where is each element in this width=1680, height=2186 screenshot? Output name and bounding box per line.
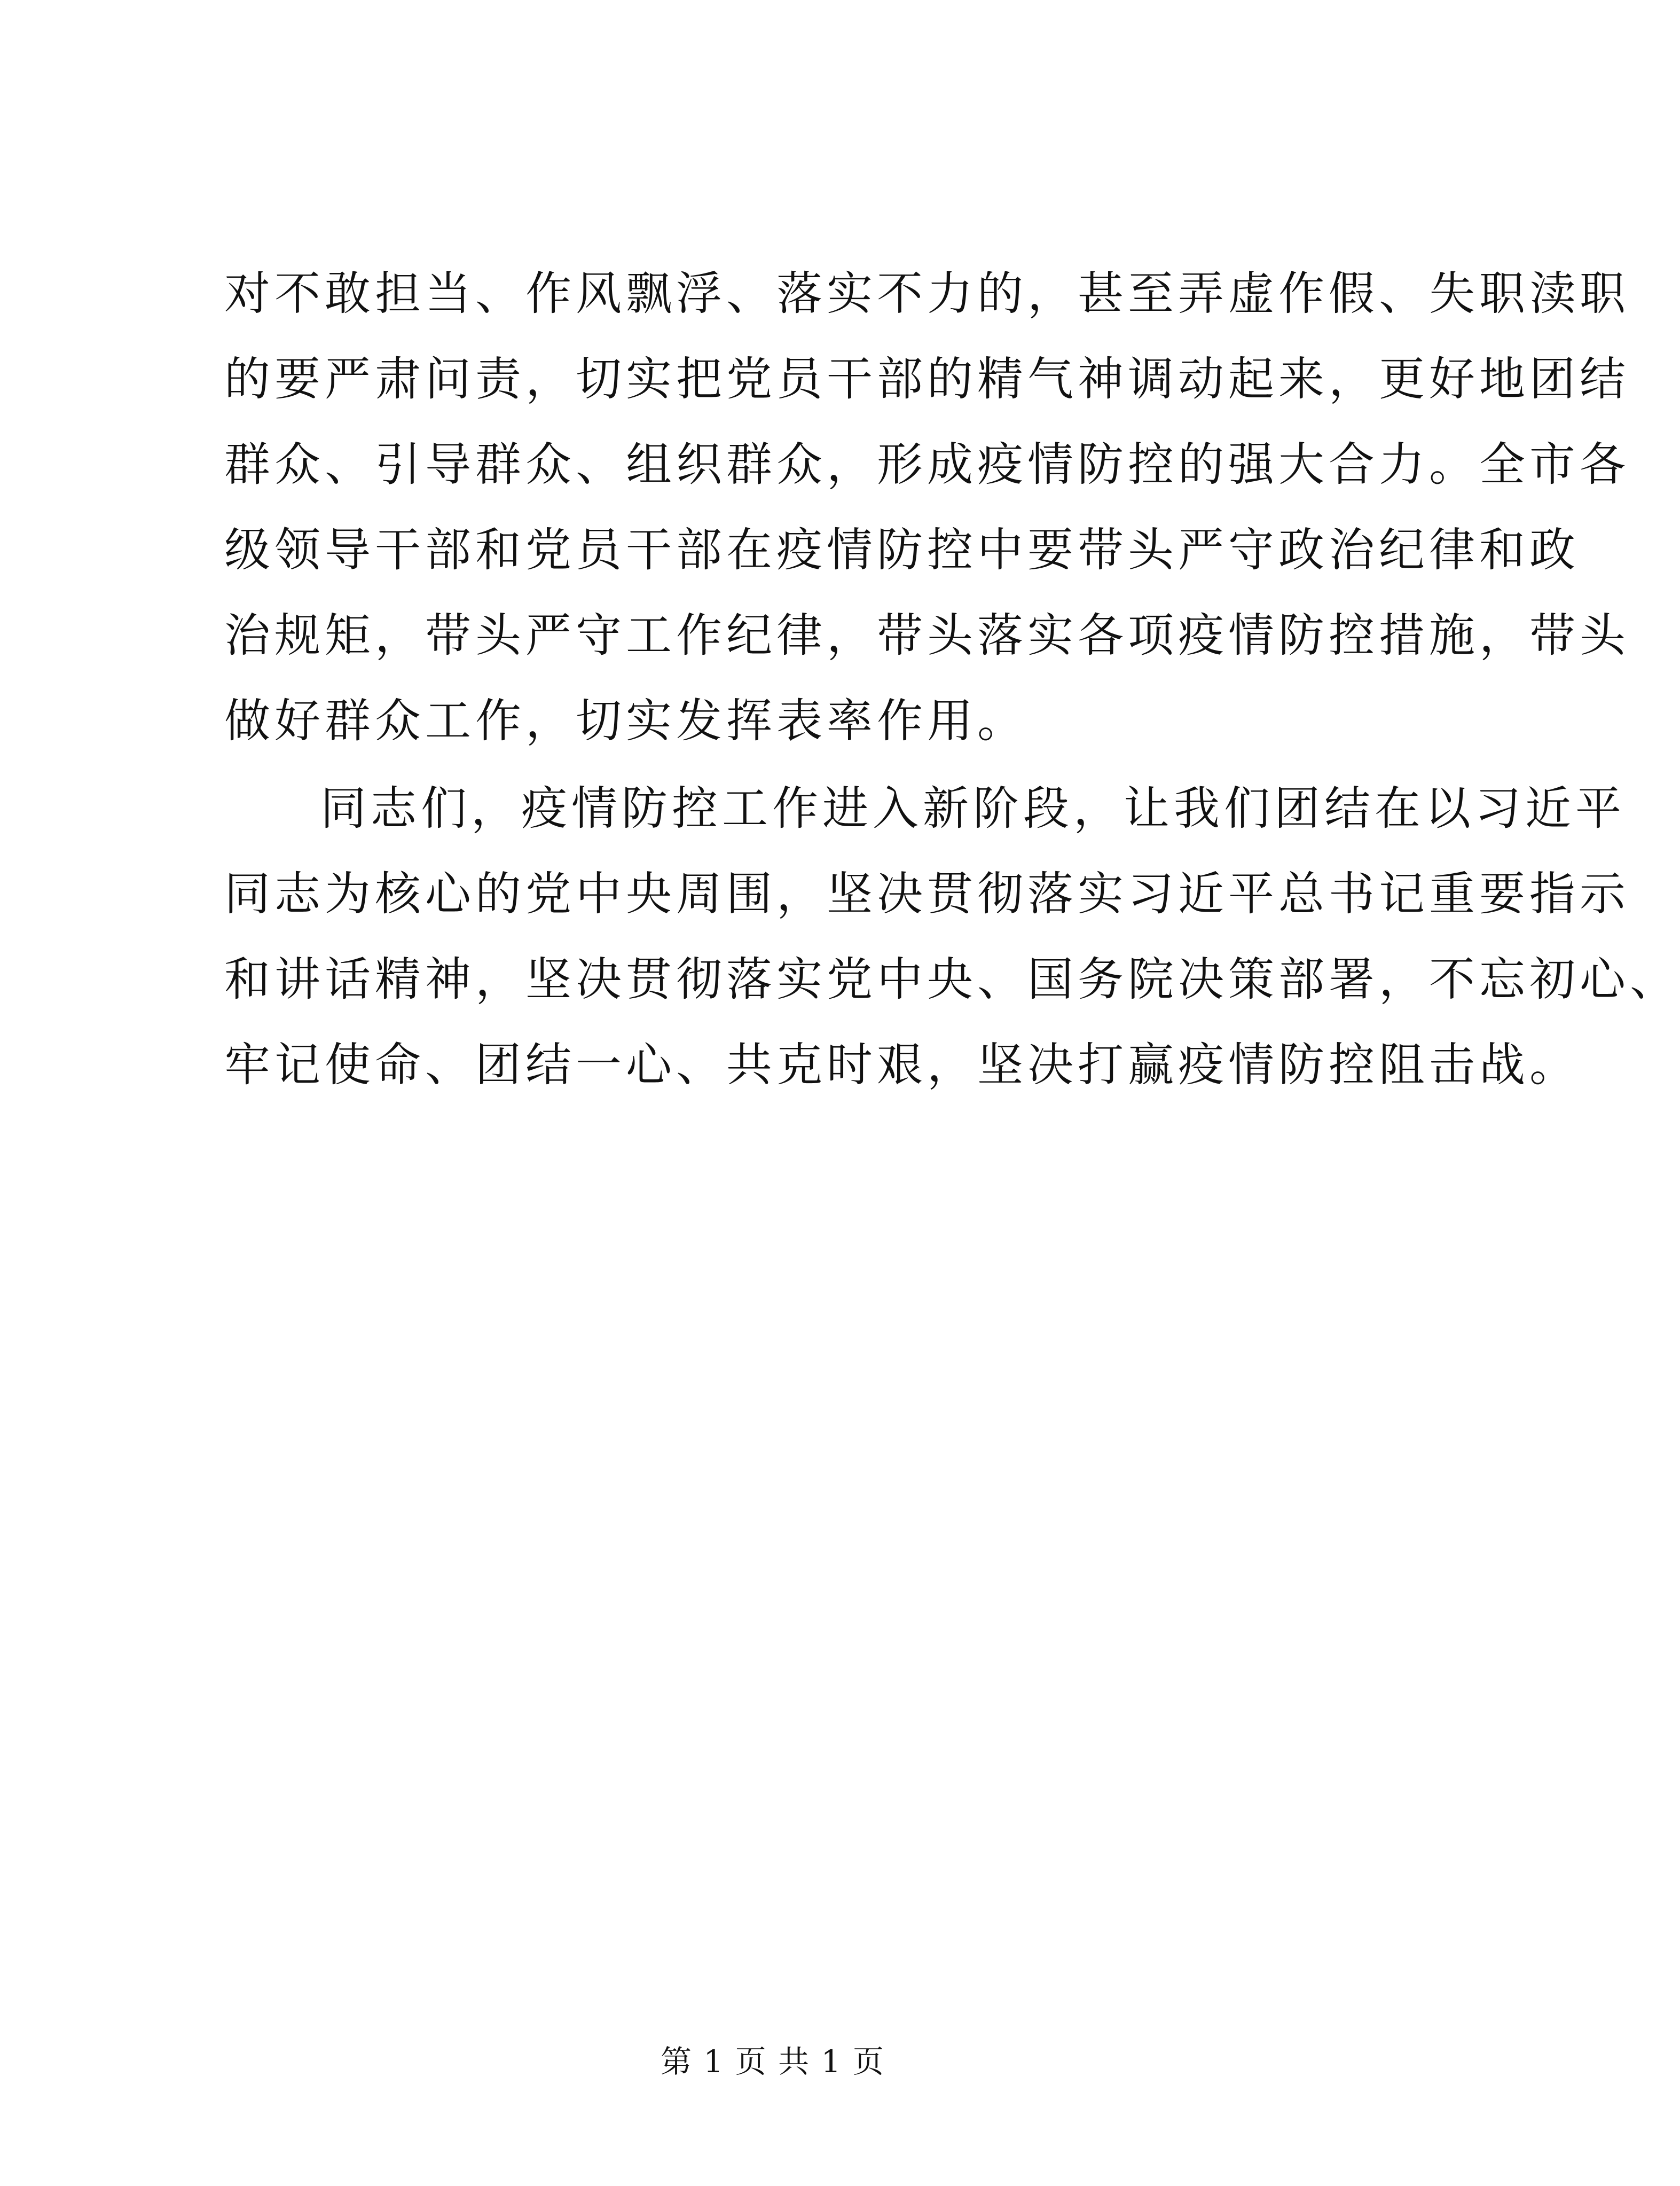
paragraph-2 <box>224 766 1680 1108</box>
paragraph-line: 做好群众工作，切实发挥表率作用。 <box>224 694 1027 748</box>
paragraph-line: 级领导干部和党员干部在疫情防控中要带头严守政治纪律和政 <box>224 523 1580 577</box>
paragraph-line: 治规矩，带头严守工作纪律，带头落实各项疫情防控措施，带头 <box>224 609 1630 662</box>
paragraph-line: 对不敢担当、作风飘浮、落实不力的，甚至弄虚作假、失职渎职 <box>224 267 1630 320</box>
paragraph-line: 和讲话精神，坚决贯彻落实党中央、国务院决策部署，不忘初心、 <box>224 953 1680 1006</box>
paragraph-1 <box>224 251 1630 764</box>
paragraph-line: 牢记使命、团结一心、共克时艰，坚决打赢疫情防控阻击战。 <box>224 1038 1580 1092</box>
paragraph-line: 群众、引导群众、组织群众，形成疫情防控的强大合力。全市各 <box>224 438 1630 491</box>
page-number: 第 1 页 共 1 页 <box>661 2043 885 2080</box>
paragraph-line: 的要严肃问责，切实把党员干部的精气神调动起来，更好地团结 <box>224 352 1630 406</box>
document-body <box>224 251 1680 1108</box>
paragraph-line: 同志为核心的党中央周围，坚决贯彻落实习近平总书记重要指示 <box>224 867 1630 921</box>
paragraph-line: 同志们，疫情防控工作进入新阶段，让我们团结在以习近平 <box>320 782 1626 835</box>
